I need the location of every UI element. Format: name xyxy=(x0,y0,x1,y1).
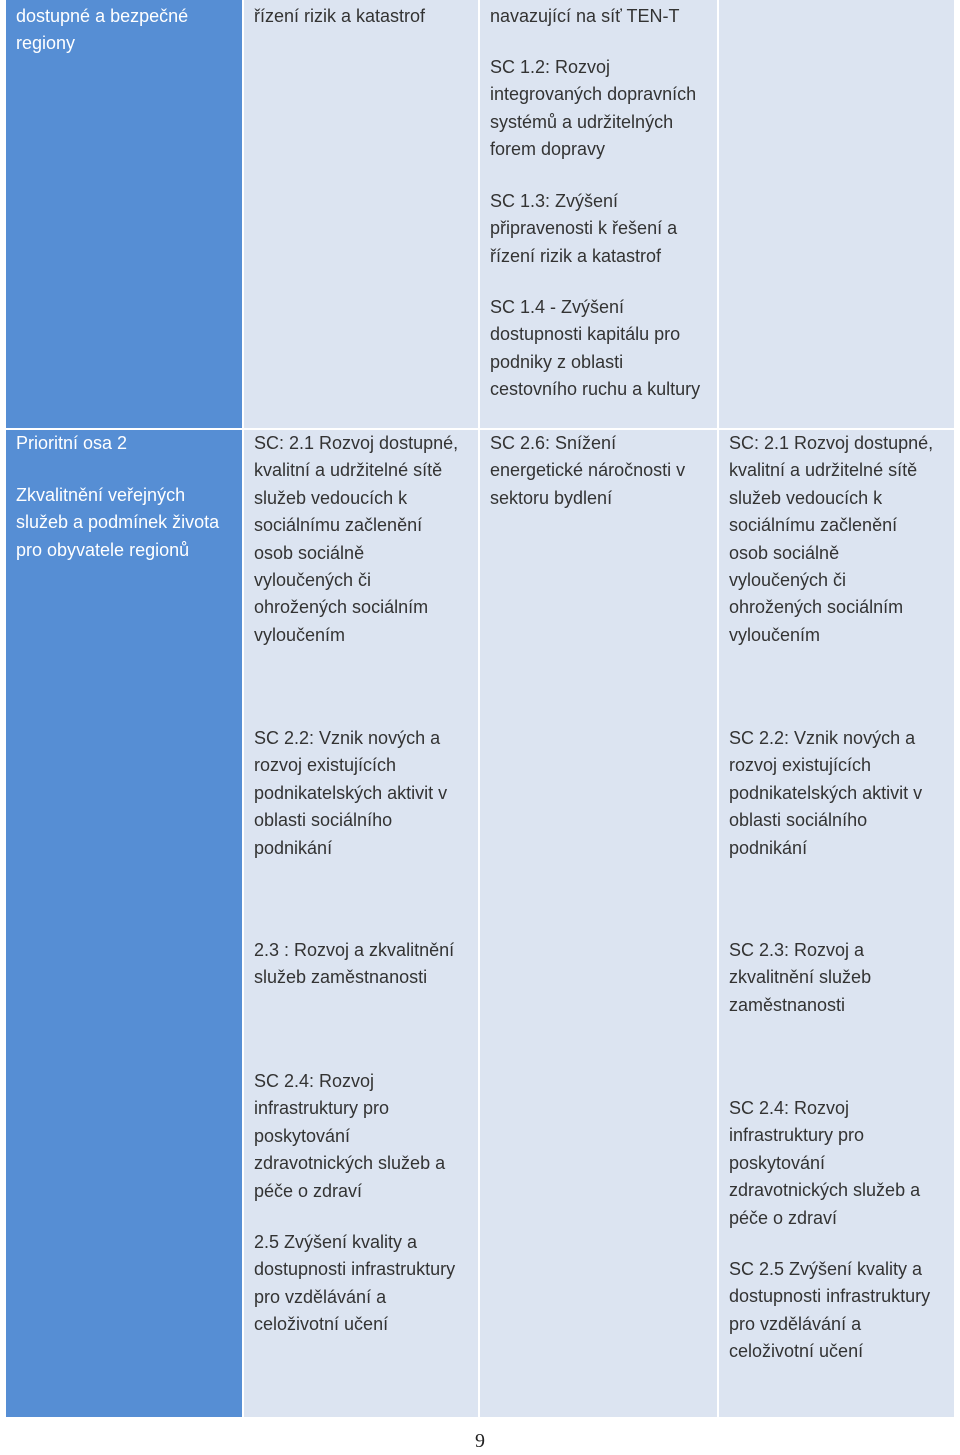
row1-col4-cell xyxy=(719,0,954,428)
row2-col4-cell xyxy=(719,430,954,1417)
row1-col3-text-2: SC 1.2: Rozvoj integrovaných dopravních systémů a udržitelných forem dopravy xyxy=(490,57,697,160)
row1-col1-text: dostupné a bezpečné regiony xyxy=(16,6,189,54)
row2-col3-cell xyxy=(480,430,717,1417)
row1-col3-cell xyxy=(480,0,717,428)
row1-col3-text-1: navazující na síť TEN-T xyxy=(490,6,680,26)
row2-col4-text-5: SC 2.5 Zvýšení kvality a dostupnosti infrastruktury pro vzdělávání a celoživotní učení xyxy=(729,1259,931,1362)
row2-col2-text-1: SC: 2.1 Rozvoj dostupné, kvalitní a udržitelné sítě služeb vedoucích k sociálnímu začlenění osob sociálně vyloučených či ohrožených sociálním vyloučením xyxy=(254,433,459,645)
row2-col4-text-1: SC: 2.1 Rozvoj dostupné, kvalitní a udržitelné sítě služeb vedoucích k sociálnímu začlenění osob sociálně vyloučených či ohrožených sociálním vyloučením xyxy=(729,433,934,645)
row2-col3-text-1: SC 2.6: Snížení energetické náročnosti v sektoru bydlení xyxy=(490,433,686,508)
row2-col1-cell xyxy=(6,430,242,1417)
row1-col2-text: řízení rizik a katastrof xyxy=(254,6,426,26)
row2-col2-cell xyxy=(244,430,478,1417)
row2-col2-text-3: 2.3 : Rozvoj a zkvalitnění služeb zaměstnanosti xyxy=(254,940,455,988)
row2-col2-text-2: SC 2.2: Vznik nových a rozvoj existujících podnikatelských aktivit v oblasti sociálního podnikání xyxy=(254,728,448,858)
priority-axis-title: Zkvalitnění veřejných služeb a podmínek života pro obyvatele regionů xyxy=(16,485,220,560)
row2-col2-text-5: 2.5 Zvýšení kvality a dostupnosti infrastruktury pro vzdělávání a celoživotní učení xyxy=(254,1232,456,1335)
row1-col3-text-4: SC 1.4 - Zvýšení dostupnosti kapitálu pro podniky z oblasti cestovního ruchu a kultury xyxy=(490,297,701,400)
row2-col2-text-4: SC 2.4: Rozvoj infrastruktury pro poskytování zdravotnických služeb a péče o zdraví xyxy=(254,1071,446,1201)
row1-col2-cell xyxy=(244,0,478,428)
page-number: 9 xyxy=(475,1430,485,1452)
row2-col4-text-4: SC 2.4: Rozvoj infrastruktury pro poskytování zdravotnických služeb a péče o zdraví xyxy=(729,1098,921,1228)
row1-col1-cell xyxy=(6,0,242,428)
row2-col4-text-3: SC 2.3: Rozvoj a zkvalitnění služeb zaměstnanosti xyxy=(729,940,872,1015)
row2-col4-text-2: SC 2.2: Vznik nových a rozvoj existujících podnikatelských aktivit v oblasti sociálního podnikání xyxy=(729,728,923,858)
priority-axis-label: Prioritní osa 2 xyxy=(16,433,128,453)
row1-col3-text-3: SC 1.3: Zvýšení připravenosti k řešení a řízení rizik a katastrof xyxy=(490,191,678,266)
